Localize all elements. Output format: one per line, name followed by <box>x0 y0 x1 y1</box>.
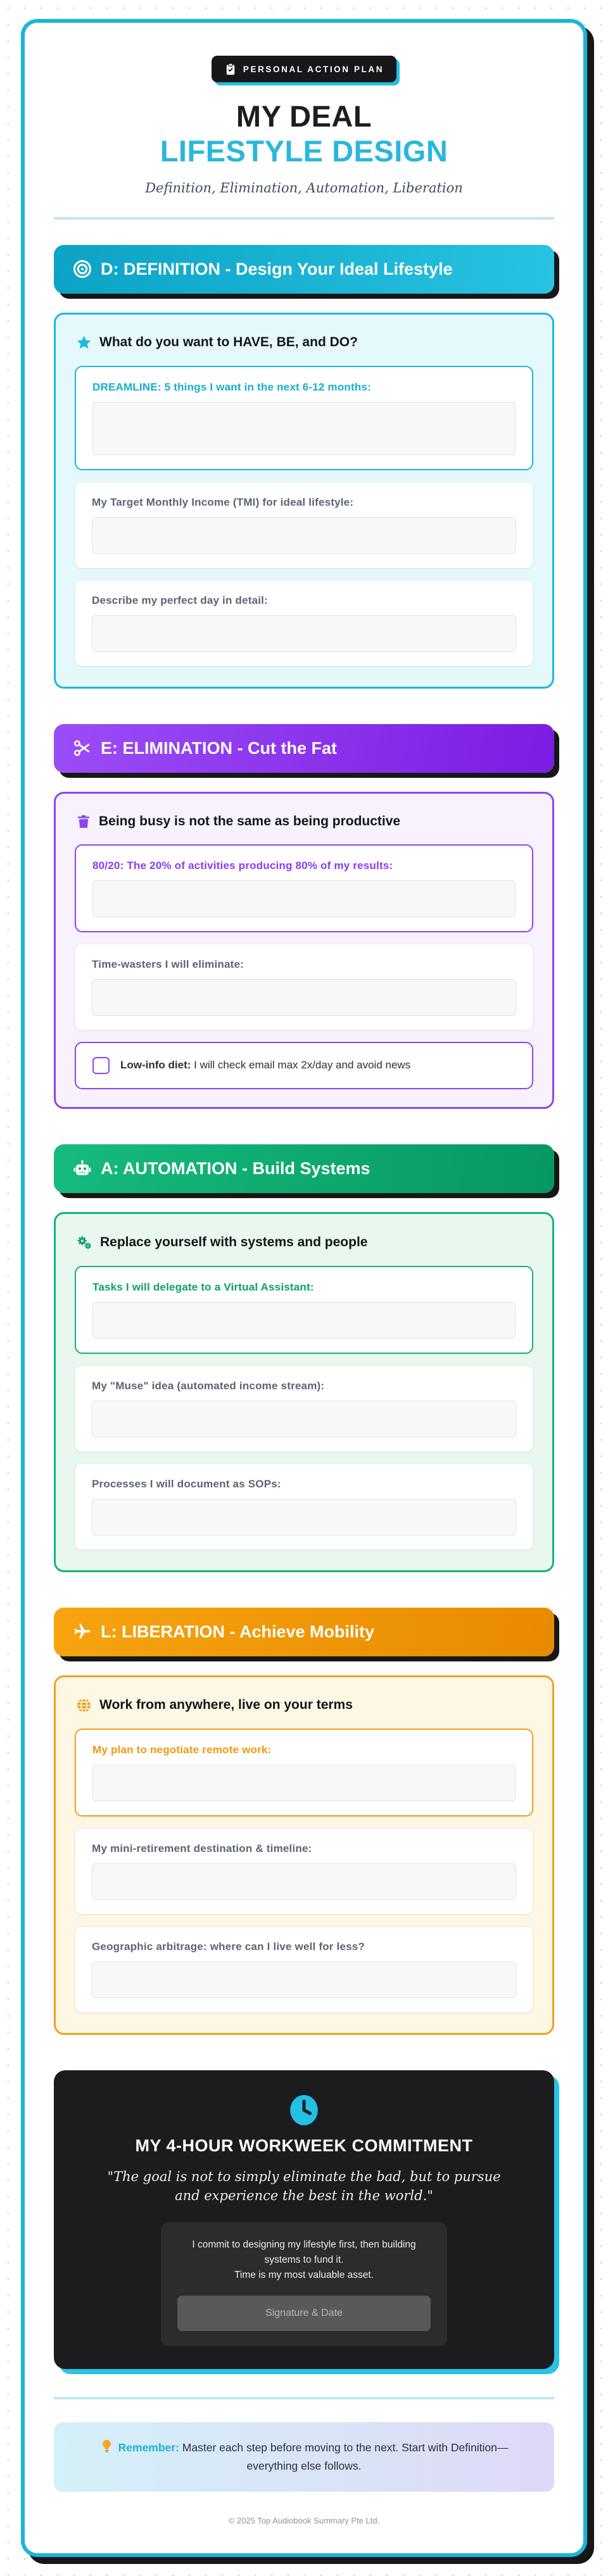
question-label: My "Muse" idea (automated income stream): <box>92 1379 325 1392</box>
pledge-box <box>161 2222 447 2346</box>
question-card-geo-arbitrage <box>75 1926 533 2013</box>
perfect-day-input[interactable] <box>92 615 516 652</box>
liberation-banner-label: L: LIBERATION - Achieve Mobility <box>101 1622 375 1641</box>
automation-banner <box>54 1144 554 1193</box>
page-header <box>54 56 554 196</box>
badge-label: PERSONAL ACTION PLAN <box>243 64 384 74</box>
automation-subheader <box>76 1234 533 1251</box>
time-wasters-input[interactable] <box>92 979 516 1016</box>
automation-content <box>54 1212 554 1572</box>
low-info-diet-label: Low-info diet: I will check email max 2x/day and avoid news <box>120 1059 411 1072</box>
liberation-subheader-label: Work from anywhere, live on your terms <box>99 1698 353 1713</box>
elimination-banner <box>54 724 554 773</box>
globe-icon <box>76 1698 92 1713</box>
commitment-box <box>54 2070 554 2369</box>
8020-input[interactable] <box>92 880 516 917</box>
definition-banner <box>54 245 554 294</box>
question-label: My plan to negotiate remote work: <box>92 1743 272 1756</box>
bottom-divider <box>54 2397 554 2399</box>
clock-icon <box>288 2093 320 2127</box>
question-card-mini-retirement <box>75 1828 533 1915</box>
question-card-remote-work <box>75 1729 533 1816</box>
question-label: My Target Monthly Income (TMI) for ideal lifestyle: <box>92 496 354 508</box>
automation-banner-label: A: AUTOMATION - Build Systems <box>101 1158 370 1178</box>
question-label: Time-wasters I will eliminate: <box>92 958 244 970</box>
question-label: DREAMLINE: 5 things I want in the next 6-12 months: <box>92 380 371 393</box>
definition-subheader-label: What do you want to HAVE, BE, and DO? <box>99 335 358 350</box>
question-label: 80/20: The 20% of activities producing 80% of my results: <box>92 859 393 872</box>
low-info-diet-checkbox[interactable] <box>92 1057 110 1074</box>
liberation-subheader <box>76 1698 533 1713</box>
pledge-line-1: I commit to designing my lifestyle first, then building systems to fund it. <box>192 2239 416 2265</box>
question-label: My mini-retirement destination & timeline: <box>92 1842 312 1854</box>
commitment-quote: "The goal is not to simply eliminate the bad, but to pursue and experience the best in the world." <box>107 2168 501 2204</box>
sops-input[interactable] <box>92 1499 516 1535</box>
muse-input[interactable] <box>92 1401 516 1437</box>
dreamline-input[interactable] <box>92 402 516 455</box>
geo-arbitrage-input[interactable] <box>92 1961 516 1998</box>
main-card <box>21 19 587 2557</box>
question-card-sops <box>75 1463 533 1550</box>
scissors-icon <box>73 739 92 758</box>
low-info-diet-row <box>75 1042 533 1089</box>
question-card-dreamline <box>75 366 533 470</box>
plane-icon <box>73 1622 92 1641</box>
question-label: Processes I will document as SOPs: <box>92 1477 281 1490</box>
remote-work-input[interactable] <box>92 1765 516 1801</box>
liberation-banner <box>54 1608 554 1656</box>
question-label: Tasks I will delegate to a Virtual Assistant: <box>92 1280 314 1293</box>
elimination-banner-label: E: ELIMINATION - Cut the Fat <box>101 738 337 758</box>
reminder-text: Master each step before moving to the next. Start with Definition—everything else follows. <box>179 2441 509 2472</box>
gears-icon <box>76 1234 92 1251</box>
section-elimination <box>54 724 554 1109</box>
star-icon <box>76 335 92 351</box>
question-card-time-wasters <box>75 944 533 1030</box>
top-divider <box>54 217 554 220</box>
question-card-8020 <box>75 844 533 932</box>
question-card-muse <box>75 1365 533 1452</box>
mini-retirement-input[interactable] <box>92 1863 516 1900</box>
page-title-line2: LIFESTYLE DESIGN <box>160 134 448 168</box>
trash-icon <box>76 814 91 829</box>
page-title-line1: MY DEAL <box>236 99 372 133</box>
tmi-input[interactable] <box>92 517 516 554</box>
lightbulb-icon <box>100 2439 113 2454</box>
elimination-content <box>54 792 554 1109</box>
clipboard-icon <box>224 63 237 75</box>
question-card-tmi <box>75 482 533 568</box>
page-subtitle: Definition, Elimination, Automation, Liberation <box>145 180 463 196</box>
section-automation <box>54 1144 554 1572</box>
plan-badge <box>212 56 396 82</box>
elimination-subheader-label: Being busy is not the same as being productive <box>99 813 401 828</box>
question-label: Describe my perfect day in detail: <box>92 594 268 606</box>
section-definition <box>54 245 554 689</box>
question-label: Geographic arbitrage: where can I live well for less? <box>92 1940 365 1953</box>
definition-subheader <box>76 335 533 351</box>
target-icon <box>73 259 92 278</box>
signature-field[interactable]: Signature & Date <box>177 2296 431 2331</box>
liberation-content <box>54 1675 554 2035</box>
automation-subheader-label: Replace yourself with systems and people <box>100 1234 368 1249</box>
section-liberation <box>54 1608 554 2035</box>
question-card-delegate <box>75 1266 533 1354</box>
reminder-box <box>54 2422 554 2492</box>
definition-content <box>54 313 554 689</box>
reminder-bold: Remember: <box>118 2441 179 2454</box>
robot-icon <box>73 1159 92 1178</box>
elimination-subheader <box>76 814 533 829</box>
pledge-line-2: Time is my most valuable asset. <box>234 2269 374 2280</box>
question-card-perfect-day <box>75 580 533 666</box>
commitment-title: MY 4-HOUR WORKWEEK COMMITMENT <box>135 2135 473 2155</box>
copyright-footer: © 2025 Top Audiobook Summary Pte Ltd. <box>228 2515 380 2525</box>
delegate-input[interactable] <box>92 1302 516 1339</box>
definition-banner-label: D: DEFINITION - Design Your Ideal Lifestyle <box>101 259 453 278</box>
pledge-text <box>177 2237 431 2283</box>
